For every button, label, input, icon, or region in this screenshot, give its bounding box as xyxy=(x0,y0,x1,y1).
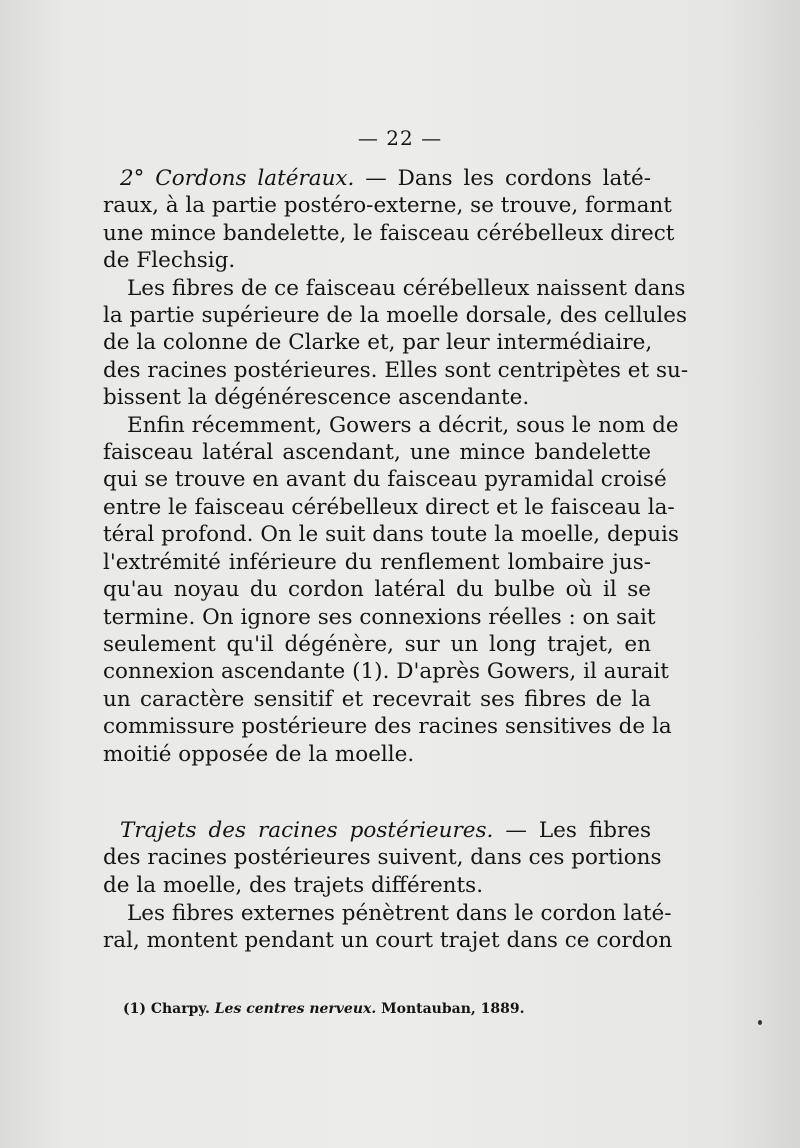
text-line: l'extrémité inférieure du renflement lombaire jus- xyxy=(103,549,651,575)
text-line: Les fibres externes pénètrent dans le cordon laté- xyxy=(127,901,672,926)
text-line: Enfin récemment, Gowers a décrit, sous le nom de xyxy=(127,412,679,438)
subsection-block xyxy=(103,817,662,899)
footnote-title: Les centres nerveux. xyxy=(214,1001,377,1017)
main-text-block xyxy=(103,165,689,768)
text-line: téral profond. On le suit dans toute la moelle, depuis xyxy=(103,522,679,548)
text-line: seulement qu'il dégénère, sur un long trajet, en xyxy=(103,631,651,657)
text-line: la partie supérieure de la moelle dorsale, des cellules xyxy=(103,303,688,329)
text-line: un caractère sensitif et recevrait ses fibres de la xyxy=(103,686,651,712)
text-line: Les fibres de ce faisceau cérébelleux naissent dans xyxy=(127,275,686,301)
text-line: qu'au noyau du cordon latéral du bulbe où il se xyxy=(103,577,651,603)
text-line: connexion ascendante (1). D'après Gowers, il aurait xyxy=(103,659,669,685)
text-line xyxy=(103,165,651,192)
text-line: qui se trouve en avant du faisceau pyramidal croisé xyxy=(103,467,667,493)
subsection-heading: Trajets des racines postérieures. xyxy=(120,818,494,843)
footnote-marker: (1) Charpy. xyxy=(123,1001,215,1017)
text-line: termine. On ignore ses connexions réelles : on sait xyxy=(103,604,656,630)
text-line-content: — Dans les cordons laté- xyxy=(354,166,651,191)
text-line: raux, à la partie postéro-externe, se trouve, formant xyxy=(103,193,672,219)
footnote xyxy=(123,1001,524,1017)
text-line: de la moelle, des trajets différents. xyxy=(103,872,484,898)
text-line: des racines postérieures. Elles sont centripètes et su- xyxy=(103,357,689,383)
section-heading: 2° Cordons latéraux. xyxy=(120,166,355,191)
text-line: de Flechsig. xyxy=(103,248,236,274)
text-line: de la colonne de Clarke et, par leur intermédiaire, xyxy=(103,330,653,356)
text-line: moitié opposée de la moelle. xyxy=(103,741,415,767)
text-line: ral, montent pendant un court trajet dans ce cordon xyxy=(103,928,673,954)
footnote-rest: Montauban, 1889. xyxy=(376,1001,525,1017)
text-line xyxy=(103,817,651,844)
page-number: — 22 — xyxy=(357,126,443,150)
ink-speck xyxy=(758,1020,762,1025)
text-line: entre le faisceau cérébelleux direct et le faisceau la- xyxy=(103,494,675,520)
text-line: une mince bandelette, le faisceau cérébelleux direct xyxy=(103,220,675,246)
text-line: commissure postérieure des racines sensitives de la xyxy=(103,714,672,740)
text-line: faisceau latéral ascendant, une mince bandelette xyxy=(103,440,651,466)
text-line-content: — Les fibres xyxy=(493,818,651,843)
text-line: bissent la dégénérescence ascendante. xyxy=(103,385,530,411)
text-line: des racines postérieures suivent, dans ces portions xyxy=(103,845,662,871)
final-paragraph xyxy=(103,900,673,955)
